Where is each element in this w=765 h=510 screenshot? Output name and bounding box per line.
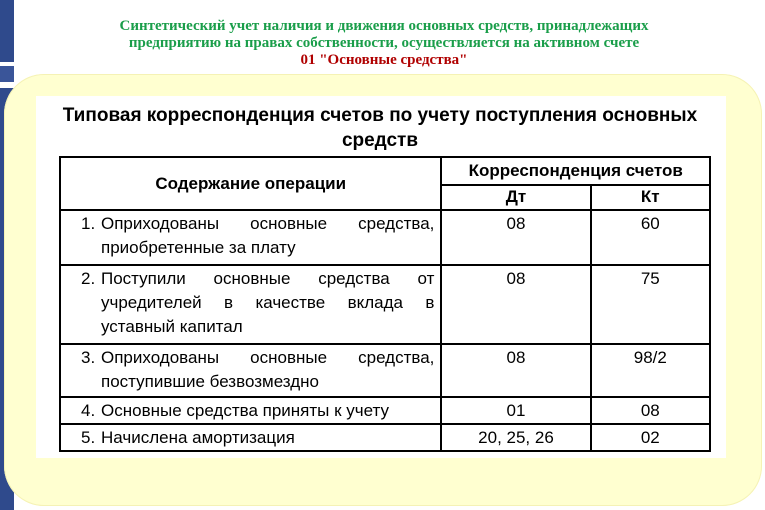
operation-cell	[60, 397, 441, 424]
slide-title-line-1: Синтетический учет наличия и движения основных средств, принадлежащих	[119, 18, 649, 34]
debit-cell: 08	[441, 210, 590, 265]
operation-text: Оприходованы основные средства, поступившие безвозмездно	[101, 348, 435, 391]
header-correspondence: Корреспонденция счетов	[441, 157, 710, 185]
row-number: 2.	[81, 269, 96, 288]
table-title-line-2: средств	[341, 130, 419, 151]
side-accent-bar-middle	[0, 66, 14, 82]
debit-cell: 01	[441, 397, 590, 424]
header-debit: Дт	[441, 185, 590, 210]
table-row	[60, 344, 710, 397]
table-title	[40, 103, 720, 153]
operation-cell	[60, 344, 441, 397]
slide-title-line-2: предприятию на правах собственности, осуществляется на активном счете	[128, 35, 640, 51]
table-row	[60, 397, 710, 424]
operation-cell	[60, 424, 441, 451]
debit-cell: 20, 25, 26	[441, 424, 590, 451]
slide-title	[24, 18, 744, 69]
row-number: 5.	[81, 428, 96, 447]
slide-title-line-3: 01 "Основные средства"	[300, 52, 468, 68]
credit-cell: 02	[591, 424, 710, 451]
operation-text: Оприходованы основные средства, приобретенные за плату	[101, 214, 435, 257]
row-number: 3.	[81, 348, 96, 367]
debit-cell: 08	[441, 265, 590, 344]
table-row	[60, 265, 710, 344]
operation-text: Начислена амортизация	[101, 428, 295, 447]
operation-text: Основные средства приняты к учету	[101, 401, 390, 420]
side-accent-bar-top	[0, 0, 14, 62]
credit-cell: 60	[591, 210, 710, 265]
credit-cell: 98/2	[591, 344, 710, 397]
row-number: 4.	[81, 401, 96, 420]
table-row	[60, 210, 710, 265]
operation-cell	[60, 265, 441, 344]
operation-text: Поступили основные средства от учредителей в качестве вклада в уставный капитал	[101, 269, 435, 336]
table-title-line-1: Типовая корреспонденция счетов по учету поступления основных	[62, 105, 698, 126]
credit-cell: 08	[591, 397, 710, 424]
header-credit: Кт	[591, 185, 710, 210]
correspondence-table	[59, 156, 711, 452]
header-operation: Содержание операции	[60, 157, 441, 210]
row-number: 1.	[81, 214, 96, 233]
table-row	[60, 424, 710, 451]
operation-cell	[60, 210, 441, 265]
debit-cell: 08	[441, 344, 590, 397]
credit-cell: 75	[591, 265, 710, 344]
